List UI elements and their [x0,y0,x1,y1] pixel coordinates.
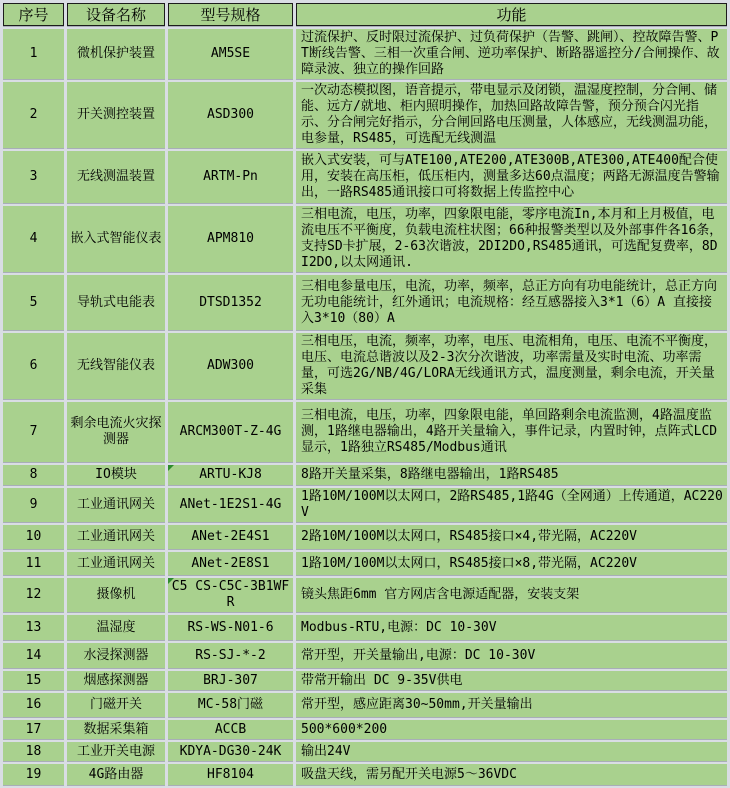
cell-no: 3 [3,151,64,203]
cell-device-name: 温湿度 [67,615,165,640]
header-function: 功能 [296,3,727,26]
table-row [3,552,727,575]
cell-device-name: 无线智能仪表 [67,333,165,399]
cell-function: 8路开关量采集，8路继电器输出，1路RS485 [296,465,727,485]
cell-device-name: 工业通讯网关 [67,488,165,522]
cell-function: Modbus-RTU,电源：DC 10-30V [296,615,727,640]
table-row [3,742,727,761]
cell-function: 三相电流，电压，功率，四象限电能，单回路剩余电流监测，4路温度监测，1路继电器输出，4路开关量输入，事件记录，内置时钟，点阵式LCD显示，1路独立RS485/Modbus通讯 [296,402,727,462]
cell-no: 18 [3,742,64,761]
cell-model: ADW300 [168,333,293,399]
cell-function: 吸盘天线，需另配开关电源5～36VDC [296,764,727,785]
cell-no: 9 [3,488,64,522]
table-row [3,206,727,272]
cell-function: 嵌入式安装，可与ATE100,ATE200,ATE300B,ATE300,ATE400配合使用，安装在高压柜，低压柜内，测量多达60点温度；两路无源温度告警输出，一路RS485通讯接口可将数据上传监控中心 [296,151,727,203]
cell-no: 5 [3,275,64,330]
cell-device-name: 门磁开关 [67,693,165,717]
table-row [3,275,727,330]
cell-device-name: 烟感探测器 [67,671,165,690]
header-no: 序号 [3,3,64,26]
table-row [3,29,727,79]
table-row [3,151,727,203]
cell-model [168,465,293,485]
cell-device-name: 剩余电流火灾探测器 [67,402,165,462]
cell-device-name: 数据采集箱 [67,720,165,739]
table-row [3,671,727,690]
table-row [3,764,727,785]
header-device-name: 设备名称 [67,3,165,26]
cell-model: ARCM300T-Z-4G [168,402,293,462]
cell-function: 三相电流，电压，功率，四象限电能，零序电流In,本月和上月极值，电流电压不平衡度，负载电流柱状图；66种报警类型以及外部事件各16条，支持SD卡扩展，2-63次谐波，2DI2DO,RS485通讯，可选配复费率，8DI2DO,以太网通讯. [296,206,727,272]
cell-no: 16 [3,693,64,717]
cell-model: AM5SE [168,29,293,79]
cell-function: 500*600*200 [296,720,727,739]
cell-model: DTSD1352 [168,275,293,330]
cell-model: KDYA-DG30-24K [168,742,293,761]
cell-model-text: C5 CS-C5C-3B1WFR [171,579,290,610]
cell-device-name: 摄像机 [67,578,165,612]
cell-model-text: ARTU-KJ8 [199,467,262,482]
cell-no: 15 [3,671,64,690]
table-row [3,402,727,462]
cell-no: 8 [3,465,64,485]
cell-device-name: 工业通讯网关 [67,525,165,549]
cell-model: RS-WS-N01-6 [168,615,293,640]
cell-no: 7 [3,402,64,462]
cell-function: 常开型，感应距离30~50mm,开关量输出 [296,693,727,717]
cell-no: 4 [3,206,64,272]
cell-function: 1路10M/100M以太网口，RS485接口×8,带光隔，AC220V [296,552,727,575]
table-row [3,465,727,485]
cell-model: ANet-2E4S1 [168,525,293,549]
cell-no: 10 [3,525,64,549]
cell-model: APM810 [168,206,293,272]
table-row [3,693,727,717]
cell-device-name: 无线测温装置 [67,151,165,203]
cell-device-name: 4G路由器 [67,764,165,785]
cell-function: 三相电参量电压，电流，功率，频率，总正方向有功电能统计，总正方向无功电能统计，红外通讯；电流规格：经互感器接入3*1（6）A 直接接入3*10（80）A [296,275,727,330]
cell-function: 常开型，开关量输出,电源：DC 10-30V [296,643,727,668]
header-row [3,3,727,26]
table-row [3,333,727,399]
table-row [3,720,727,739]
cell-device-name: 开关测控装置 [67,82,165,148]
cell-device-name: 微机保护装置 [67,29,165,79]
cell-function: 三相电压，电流，频率，功率，电压、电流相角，电压、电流不平衡度，电压、电流总谐波以及2-3次分次谐波，功率需量及实时电流、功率需量，可选2G/NB/4G/LORA无线通讯方式，温度测量，剩余电流，开关量采集 [296,333,727,399]
cell-model: MC-58门磁 [168,693,293,717]
cell-no: 11 [3,552,64,575]
cell-function: 输出24V [296,742,727,761]
cell-no: 17 [3,720,64,739]
table-row [3,615,727,640]
cell-model: HF8104 [168,764,293,785]
cell-function: 2路10M/100M以太网口，RS485接口×4,带光隔，AC220V [296,525,727,549]
cell-function: 过流保护、反时限过流保护、过负荷保护（告警、跳闸）、控故障告警、PT断线告警、三相一次重合闸、逆功率保护、断路器遥控分/合闸操作、故障录波、独立的操作回路 [296,29,727,79]
cell-no: 2 [3,82,64,148]
table-row [3,525,727,549]
cell-function: 带常开输出 DC 9-35V供电 [296,671,727,690]
cell-model: ANet-2E8S1 [168,552,293,575]
cell-function: 一次动态模拟图，语音提示，带电显示及闭锁，温湿度控制，分合闸、储能、远方/就地、柜内照明操作，加热回路故障告警，预分预合闪光指示、分合闸完好指示，分合闸回路电压测量，人体感应，无线测温功能，电参量，RS485，可选配无线测温 [296,82,727,148]
table-row [3,82,727,148]
cell-model: ASD300 [168,82,293,148]
cell-device-name: 导轨式电能表 [67,275,165,330]
cell-no: 19 [3,764,64,785]
cell-model [168,578,293,612]
table-row [3,488,727,522]
cell-model: BRJ-307 [168,671,293,690]
table-row [3,643,727,668]
cell-model: ACCB [168,720,293,739]
cell-no: 14 [3,643,64,668]
cell-no: 6 [3,333,64,399]
cell-model: ARTM-Pn [168,151,293,203]
cell-device-name: IO模块 [67,465,165,485]
cell-no: 13 [3,615,64,640]
cell-model: RS-SJ-*-2 [168,643,293,668]
cell-device-name: 工业开关电源 [67,742,165,761]
table-row [3,578,727,612]
cell-function: 1路10M/100M以太网口，2路RS485,1路4G（全网通）上传通道，AC220V [296,488,727,522]
header-model-spec: 型号规格 [168,3,293,26]
cell-device-name: 工业通讯网关 [67,552,165,575]
cell-no: 12 [3,578,64,612]
cell-no: 1 [3,29,64,79]
cell-corner-marker-icon [168,578,174,584]
cell-device-name: 嵌入式智能仪表 [67,206,165,272]
cell-model: ANet-1E2S1-4G [168,488,293,522]
cell-corner-marker-icon [168,465,174,471]
cell-device-name: 水浸探测器 [67,643,165,668]
cell-function: 镜头焦距6mm 官方网店含电源适配器，安装支架 [296,578,727,612]
